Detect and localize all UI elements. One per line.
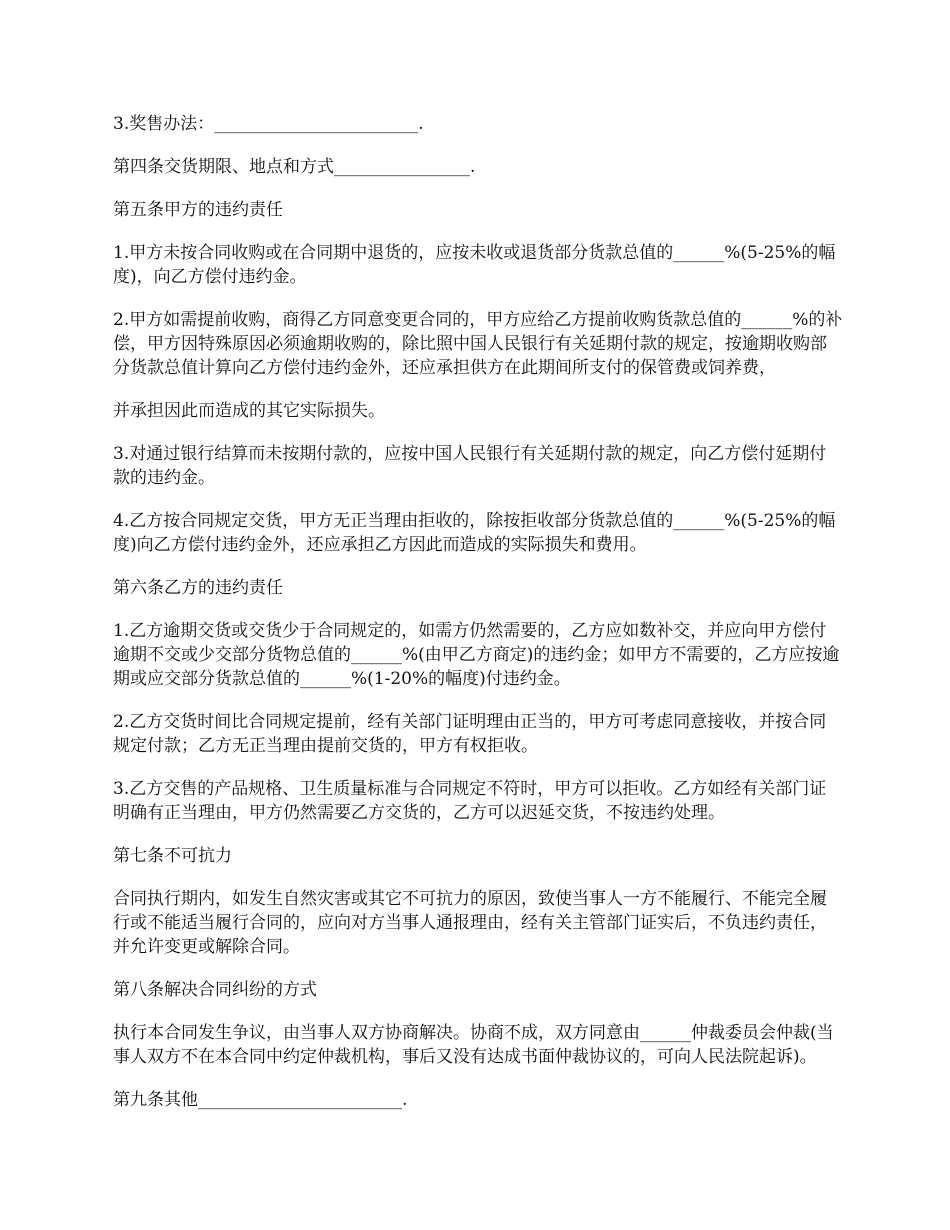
paragraph-article-6-item-2: 2.乙方交货时间比合同规定提前，经有关部门证明理由正当的，甲方可考虑同意接收，并按合同规定付款；乙方无正当理由提前交货的，甲方有权拒收。 [113,712,827,756]
paragraph-article-5-item-2-continued: 并承担因此而造成的其它实际损失。 [113,401,385,421]
paragraph-article-6-item-3: 3.乙方交售的产品规格、卫生质量标准与合同规定不符时，甲方可以拒收。乙方如经有关部门证明确有正当理由，甲方仍然需要乙方交货的，乙方可以迟延交货，不按违约处理。 [113,779,827,823]
paragraph-article-5-item-2: 2.甲方如需提前收购，商得乙方同意变更合同的，甲方应给乙方提前收购货款总值的______%的补偿，甲方因特殊原因必须逾期收购的，除比照中国人民银行有关延期付款的规定，按逾期收购部分货款总值计算向乙方偿付违约金外，还应承担供方在此期间所支付的保管费或饲养费， [113,310,843,378]
paragraph-article-5-item-1: 1.甲方未按合同收购或在合同期中退货的，应按未收或退货部分货款总值的______%(5-25%的幅度)，向乙方偿付违约金。 [113,243,836,287]
paragraph-sales-incentive: 3.奖售办法：________________________. [113,114,424,134]
heading-article-6: 第六条乙方的违约责任 [113,578,283,598]
paragraph-article-5-item-3: 3.对通过银行结算而未按期付款的，应按中国人民银行有关延期付款的规定，向乙方偿付延期付款的违约金。 [113,444,827,488]
paragraph-article-8: 执行本合同发生争议，由当事人双方协商解决。协商不成，双方同意由______仲裁委员会仲裁(当事人双方不在本合同中约定仲裁机构，事后又没有达成书面仲裁协议的，可向人民法院起诉)。 [113,1023,834,1067]
paragraph-article-4-delivery: 第四条交货期限、地点和方式________________. [113,157,476,177]
heading-article-5: 第五条甲方的违约责任 [113,200,283,220]
paragraph-article-7: 合同执行期内，如发生自然灾害或其它不可抗力的原因，致使当事人一方不能履行、不能完全履行或不能适当履行合同的，应向对方当事人通报理由，经有关主管部门证实后，不负违约责任，并允许变更或解除合同。 [113,889,827,957]
paragraph-article-5-item-4: 4.乙方按合同规定交货，甲方无正当理由拒收的，除按拒收部分货款总值的______%(5-25%的幅度)向乙方偿付违约金外，还应承担乙方因此而造成的实际损失和费用。 [113,511,836,555]
heading-article-8: 第八条解决合同纠纷的方式 [113,980,317,1000]
paragraph-article-9: 第九条其他________________________. [113,1090,408,1110]
heading-article-7: 第七条不可抗力 [113,846,232,866]
paragraph-article-6-item-1: 1.乙方逾期交货或交货少于合同规定的，如需方仍然需要的，乙方应如数补交，并应向甲方偿付逾期不交或少交部分货物总值的______%(由甲乙方商定)的违约金；如甲方不需要的，乙方应按逾期或应交部分货款总值的______%(1-20%的幅度)付违约金。 [113,621,840,689]
document-body [113,112,843,1131]
